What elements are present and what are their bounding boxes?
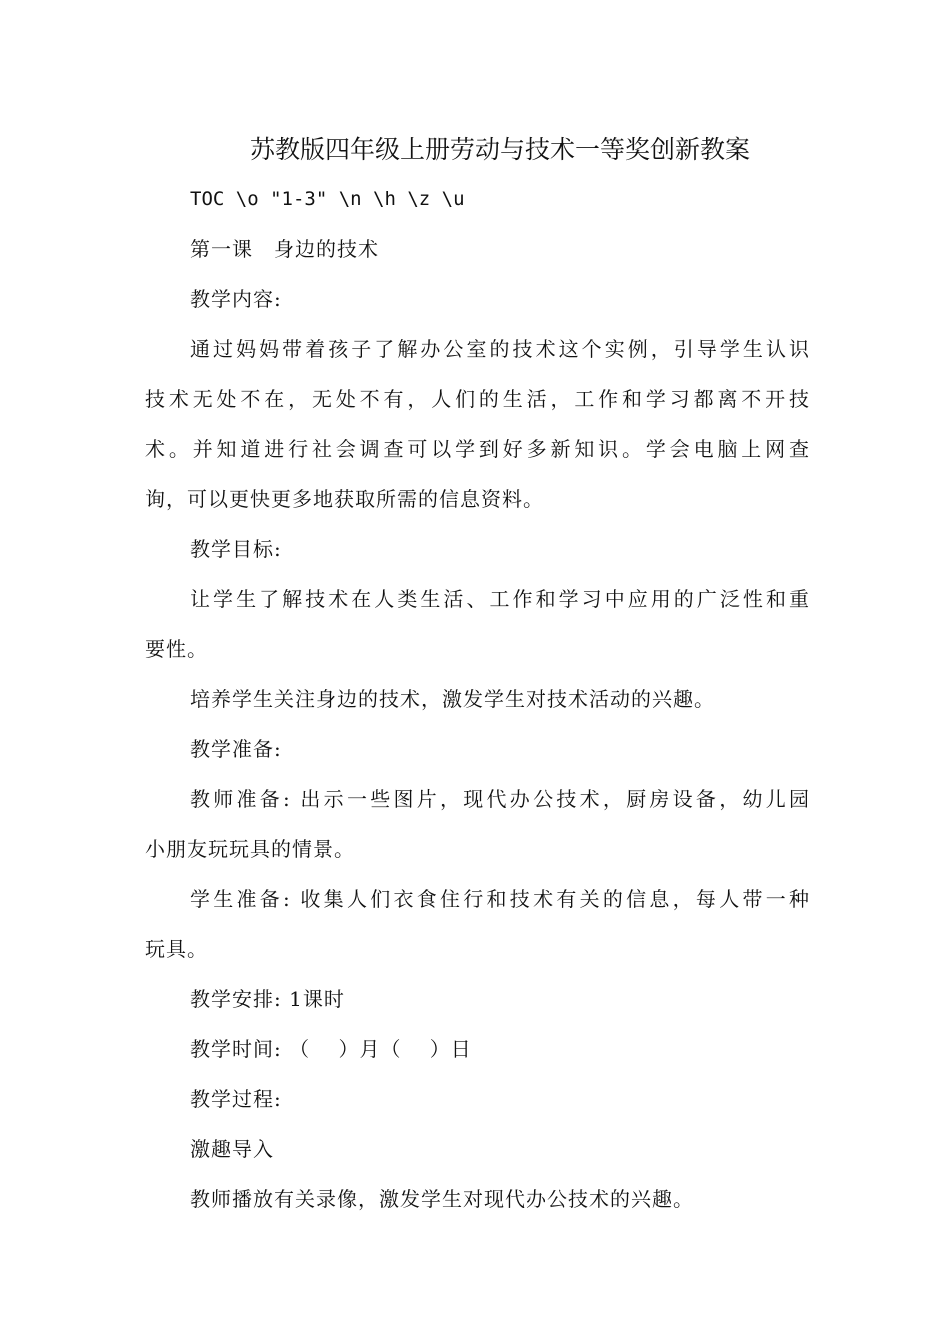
section-label-preparation: 教学准备: [190, 737, 282, 761]
paragraph-line: 术。并知道进行社会调查可以学到好多新知识。学会电脑上网查 [145, 437, 810, 461]
paragraph-line: 通过妈妈带着孩子了解办公室的技术这个实例，引导学生认识 [190, 337, 810, 361]
section-label-goals: 教学目标: [190, 537, 282, 561]
time-line: 教学时间: （ ）月（ ）日 [190, 1037, 472, 1061]
toc-field-code: TOC \o "1-3" \n \h \z \u [190, 188, 465, 210]
paragraph-line: 询，可以更快更多地获取所需的信息资料。 [145, 487, 544, 511]
section-label-content: 教学内容: [190, 287, 282, 311]
lesson-heading: 第一课 身边的技术 [190, 237, 379, 261]
paragraph-line: 技术无处不在，无处不有，人们的生活，工作和学习都离不开技 [145, 387, 810, 411]
schedule-line: 教学安排: 1课时 [190, 987, 345, 1011]
paragraph-line: 要性。 [145, 637, 208, 661]
document-title: 苏教版四年级上册劳动与技术一等奖创新教案 [249, 135, 750, 164]
paragraph-line: 教师播放有关录像，激发学生对现代办公技术的兴趣。 [190, 1187, 694, 1211]
paragraph-line: 让学生了解技术在人类生活、工作和学习中应用的广泛性和重 [190, 587, 810, 611]
paragraph-line: 玩具。 [145, 937, 208, 961]
paragraph-line: 教师准备: 出示一些图片，现代办公技术，厨房设备，幼儿园 [190, 787, 810, 811]
subsection-heading: 激趣导入 [190, 1137, 274, 1161]
paragraph-line: 培养学生关注身边的技术，激发学生对技术活动的兴趣。 [190, 687, 715, 711]
paragraph-line: 小朋友玩玩具的情景。 [145, 837, 355, 861]
paragraph-line: 学生准备: 收集人们衣食住行和技术有关的信息，每人带一种 [190, 887, 810, 911]
section-label-process: 教学过程: [190, 1087, 282, 1111]
